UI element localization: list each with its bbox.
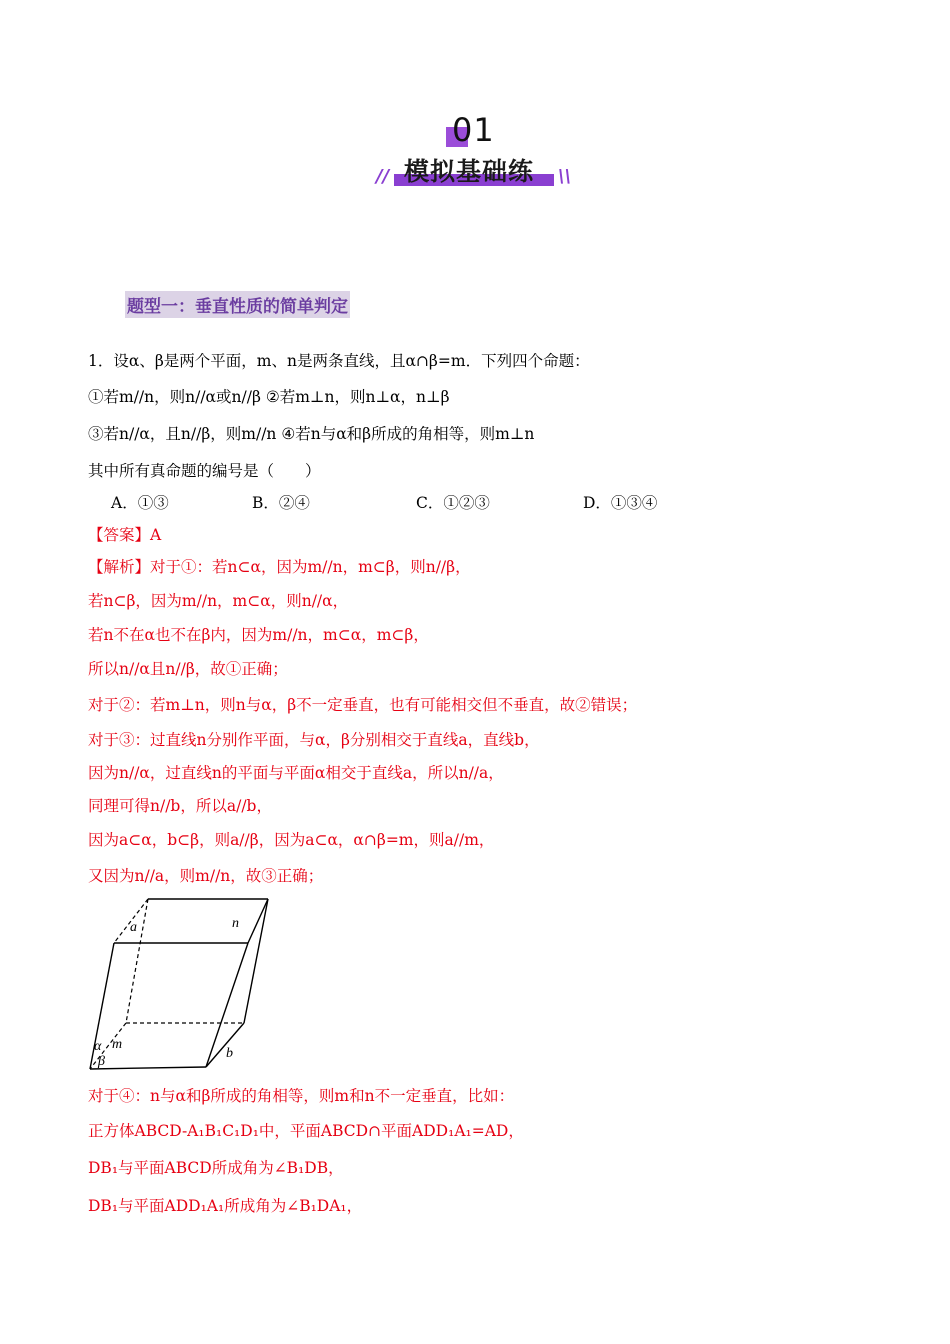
question-line-2: ①若m//n，则n//α或n//β ②若m⊥n，则n⊥α，n⊥β <box>88 388 450 406</box>
figure-label-b: b <box>226 1046 233 1061</box>
analysis-line-13: DB₁与平面ABCD所成角为∠B₁DB， <box>88 1159 344 1177</box>
header-right-deco: \\ <box>558 166 572 187</box>
analysis-line-9: 因为a⊂α，b⊂β，则a//β，因为a⊂α，α∩β=m，则a//m， <box>88 831 495 849</box>
header-title: 模拟基础练 <box>404 157 535 186</box>
analysis-text: 对于①：若n⊂α，因为m//n，m⊂β，则n//β， <box>150 558 471 576</box>
analysis-line-12: 正方体ABCD-A₁B₁C₁D₁中，平面ABCD∩平面ADD₁A₁=AD， <box>88 1122 524 1140</box>
answer-line <box>88 524 161 546</box>
figure-label-beta: β <box>98 1054 105 1069</box>
figure-label-n: n <box>232 916 239 931</box>
analysis-line-4: 所以n//α且n//β，故①正确； <box>88 660 288 678</box>
header-left-deco: // <box>376 166 390 187</box>
analysis-line-5: 对于②：若m⊥n，则n与α，β不一定垂直，也有可能相交但不垂直，故②错误； <box>88 696 638 714</box>
analysis-label: 【解析】 <box>88 558 151 576</box>
answer-value: A <box>150 526 162 544</box>
analysis-line-10: 又因为n//a，则m//n，故③正确； <box>88 867 324 885</box>
question-stem: 1．设α、β是两个平面，m、n是两条直线，且α∩β=m．下列四个命题： <box>88 352 590 370</box>
analysis-line-3: 若n不在α也不在β内，因为m//n，m⊂α，m⊂β， <box>88 626 429 644</box>
option-a[interactable]: A．①③ <box>111 494 169 512</box>
option-b[interactable]: B．②④ <box>252 494 310 512</box>
parallelepiped-figure <box>86 895 276 1075</box>
options-row <box>0 492 950 514</box>
analysis-line-2: 若n⊂β，因为m//n，m⊂α，则n//α， <box>88 592 349 610</box>
option-c[interactable]: C．①②③ <box>416 494 490 512</box>
section-title: 题型一：垂直性质的简单判定 <box>125 291 350 318</box>
analysis-line-6: 对于③：过直线n分别作平面，与α，β分别相交于直线a，直线b， <box>88 731 540 749</box>
answer-label: 【答案】 <box>88 526 151 544</box>
analysis-line-11: 对于④：n与α和β所成的角相等，则m和n不一定垂直，比如： <box>88 1087 515 1105</box>
option-d[interactable]: D．①③④ <box>583 494 658 512</box>
question-line-4: 其中所有真命题的编号是（ ） <box>88 462 321 480</box>
analysis-line-14: DB₁与平面ADD₁A₁所成角为∠B₁DA₁， <box>88 1197 363 1215</box>
figure-label-a: a <box>130 920 137 935</box>
question-line-3: ③若n//α，且n//β，则m//n ④若n与α和β所成的角相等，则m⊥n <box>88 425 535 443</box>
analysis-line-1 <box>88 556 471 578</box>
figure-label-m: m <box>112 1037 123 1052</box>
analysis-line-7: 因为n//α，过直线n的平面与平面α相交于直线a，所以n//a， <box>88 764 504 782</box>
analysis-line-8: 同理可得n//b，所以a//b， <box>88 797 272 815</box>
header-number: 01 <box>452 111 495 149</box>
figure-label-alpha: α <box>94 1039 102 1054</box>
